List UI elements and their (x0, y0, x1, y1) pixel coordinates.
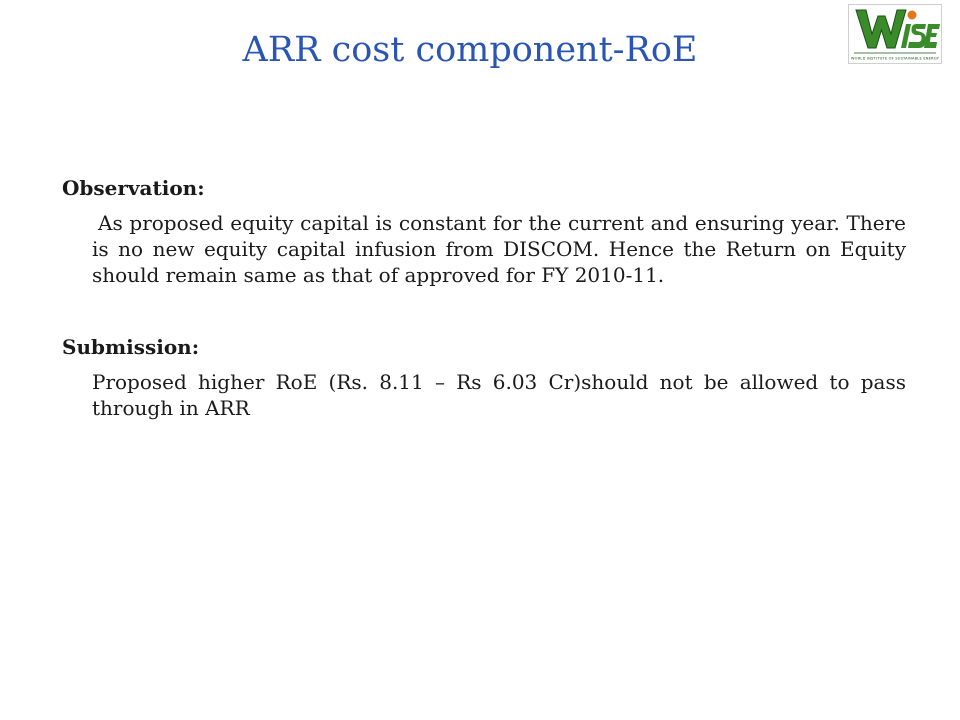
slide-body (62, 175, 906, 421)
section-spacer (62, 288, 906, 334)
svg-text:WORLD INSTITUTE OF SUSTAINABLE: WORLD INSTITUTE OF SUSTAINABLE ENERGY (850, 56, 940, 61)
submission-heading: Submission: (62, 335, 200, 359)
slide-title: ARR cost component-RoE (242, 30, 698, 70)
wise-logo-graphic (848, 4, 942, 64)
observation-text: As proposed equity capital is constant for the current and ensuring year. There is no new equity capital infusion from DISCOM. Hence the Return on Equity should remain same as that of approved for FY 2010-11. (92, 211, 906, 287)
wise-logo (848, 4, 942, 64)
observation-heading: Observation: (62, 176, 205, 200)
submission-text: Proposed higher RoE (Rs. 8.11 – Rs 6.03 Cr)should not be allowed to pass through in ARR (92, 370, 906, 420)
